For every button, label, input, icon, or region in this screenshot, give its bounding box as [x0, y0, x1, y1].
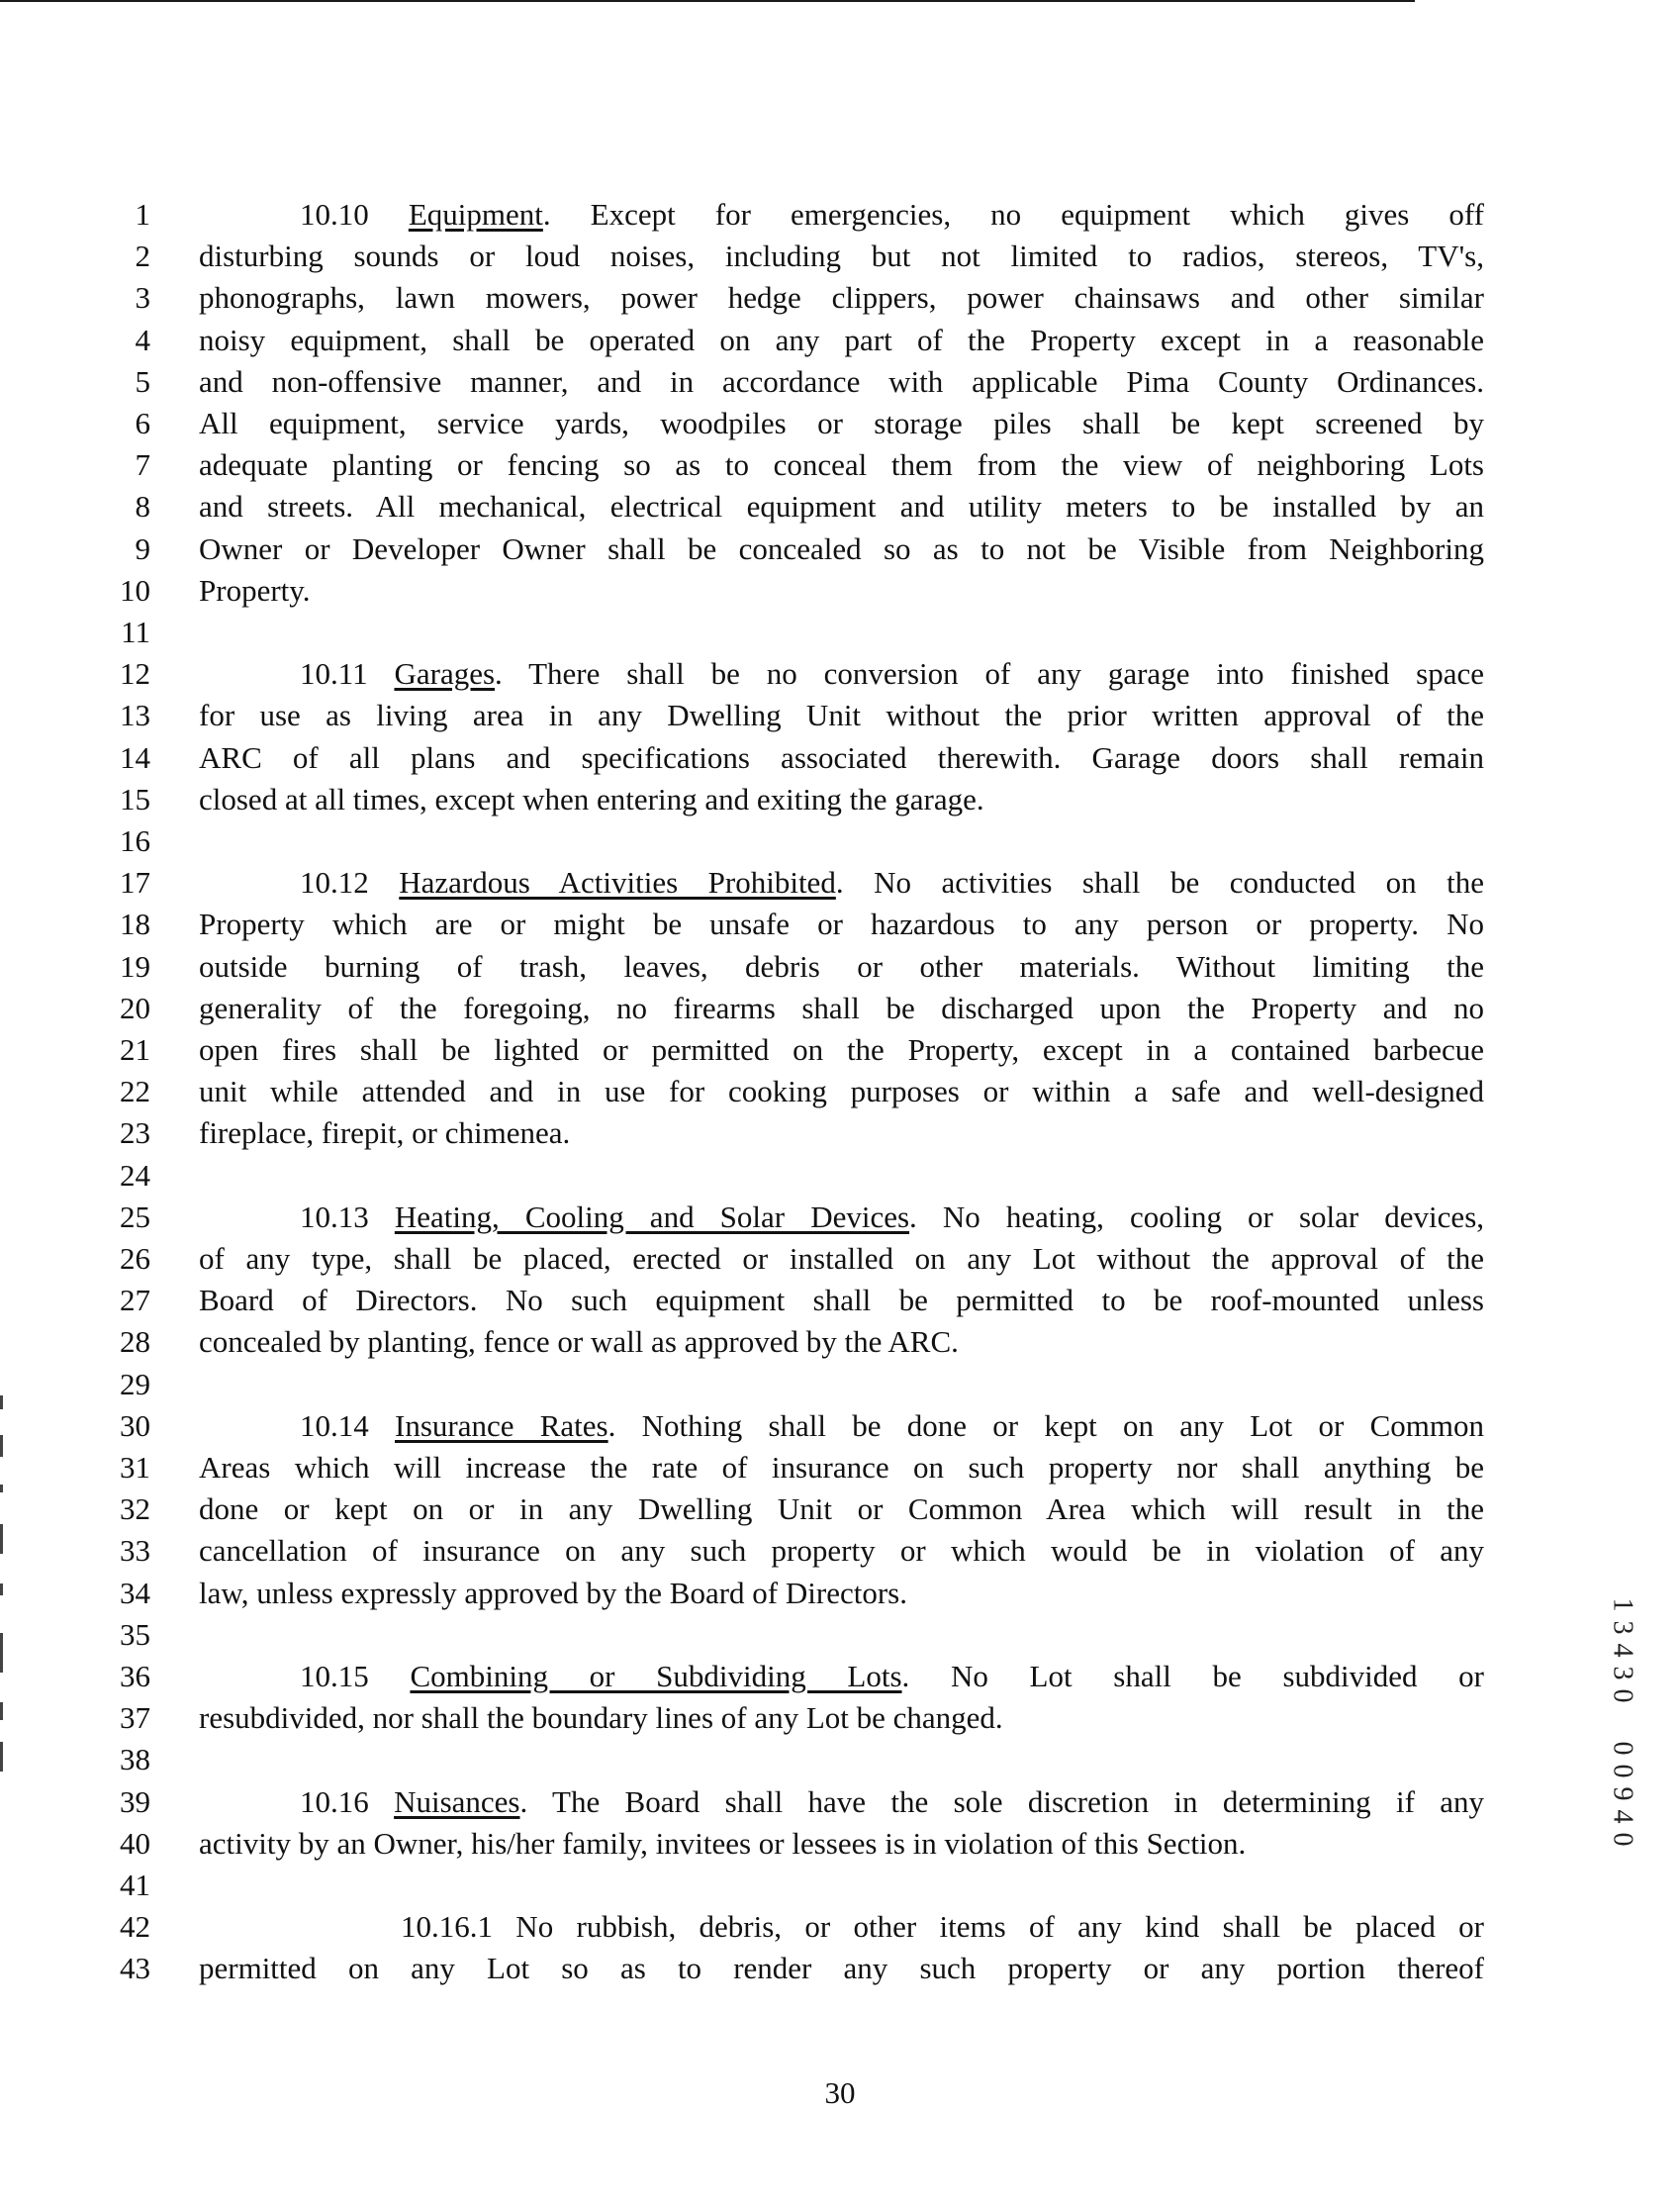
text-run: adequate planting or fencing so as to conceal them from the view of neighboring Lots — [199, 447, 1484, 483]
text-run: 10.16.1 No rubbish, debris, or other items of any kind shall be placed or — [401, 1909, 1484, 1945]
document-line — [0, 779, 1680, 820]
text-run: of any type, shall be placed, erected or installed on any Lot without the approval of the — [199, 1241, 1484, 1276]
line-text — [199, 277, 1484, 319]
text-run: concealed by planting, fence or wall as approved by the ARC. — [199, 1324, 959, 1360]
document-line — [0, 1573, 1680, 1614]
line-text — [199, 862, 1484, 904]
line-text — [199, 1071, 1484, 1112]
document-line — [0, 194, 1680, 236]
section-heading: Equipment — [408, 197, 543, 232]
stamp-number-2 — [1607, 1737, 1638, 1851]
section-heading: Insurance Rates — [395, 1407, 608, 1443]
text-run: for use as living area in any Dwelling Unit without the prior written approval of the — [199, 698, 1484, 733]
text-run: ARC of all plans and specifications associated therewith. Garage doors shall remain — [199, 739, 1484, 775]
line-number: 37 — [120, 1700, 150, 1736]
line-text — [199, 1029, 1484, 1071]
text-run: All equipment, service yards, woodpiles or storage piles shall be kept screened by — [199, 406, 1484, 440]
line-number: 41 — [120, 1868, 150, 1902]
line-number: 5 — [135, 363, 150, 399]
text-run: done or kept on or in any Dwelling Unit or Common Area which will result in the — [199, 1491, 1484, 1527]
line-number: 30 — [120, 1407, 150, 1443]
line-text — [199, 1906, 1484, 1948]
line-number: 20 — [120, 990, 150, 1025]
line-number: 14 — [120, 739, 150, 775]
line-text — [199, 570, 1484, 612]
stamp-digit: 0 — [1607, 1764, 1638, 1778]
line-number: 3 — [135, 280, 150, 316]
document-line — [0, 1447, 1680, 1488]
line-number: 1 — [135, 197, 150, 232]
line-number: 9 — [135, 530, 150, 566]
line-number: 32 — [120, 1491, 150, 1527]
line-text — [199, 1238, 1484, 1280]
stamp-digit: 1 — [1607, 1597, 1638, 1612]
text-run: Board of Directors. No such equipment shall be permitted to be roof-mounted unless — [199, 1283, 1484, 1318]
line-text — [199, 1781, 1484, 1823]
stamp-digit: 3 — [1607, 1666, 1638, 1680]
line-text — [199, 1447, 1484, 1488]
text-run: Property which are or might be unsafe or hazardous to any person or property. No — [199, 907, 1484, 942]
text-run: 10.16 — [300, 1783, 395, 1819]
line-number: 42 — [120, 1909, 150, 1945]
document-line — [0, 862, 1680, 904]
line-number: 7 — [135, 447, 150, 483]
document-line — [0, 403, 1680, 444]
text-run: . Except for emergencies, no equipment which gives off — [542, 197, 1485, 232]
document-line — [0, 444, 1680, 486]
line-number: 36 — [120, 1659, 150, 1693]
line-text — [199, 737, 1484, 779]
document-line — [0, 1739, 1680, 1780]
text-run: and streets. All mechanical, electrical equipment and utility meters to be installed by an — [199, 489, 1484, 525]
document-line — [0, 570, 1680, 612]
line-number: 22 — [120, 1074, 150, 1109]
document-line — [0, 695, 1680, 736]
section-heading: Hazardous Activities Prohibited — [399, 865, 836, 901]
document-line — [0, 988, 1680, 1029]
text-run: unit while attended and in use for cooking purposes or within a safe and well-designed — [199, 1074, 1484, 1109]
line-number: 33 — [120, 1533, 150, 1569]
line-number: 4 — [135, 322, 150, 357]
document-line — [0, 1697, 1680, 1739]
text-run: . Nothing shall be done or kept on any Lot or Common — [607, 1407, 1484, 1443]
text-run: disturbing sounds or loud noises, including but not limited to radios, stereos, TV's, — [199, 239, 1484, 274]
line-number: 35 — [120, 1616, 150, 1652]
line-text — [199, 194, 1484, 236]
text-run: generality of the foregoing, no firearms shall be discharged upon the Property and no — [199, 990, 1484, 1025]
line-text — [199, 695, 1484, 736]
document-line — [0, 946, 1680, 988]
line-text — [199, 1823, 1484, 1865]
document-line — [0, 1029, 1680, 1071]
line-number: 29 — [120, 1366, 150, 1401]
text-run: activity by an Owner, his/her family, invitees or lessees is in violation of this Section. — [199, 1825, 1247, 1861]
document-line — [0, 320, 1680, 361]
document-line — [0, 1948, 1680, 1989]
text-run: cancellation of insurance on any such property or which would be in violation of any — [199, 1533, 1484, 1569]
text-run: . There shall be no conversion of any garage into finished space — [495, 656, 1484, 692]
side-stamp — [1603, 1593, 1642, 1851]
document-line — [0, 236, 1680, 277]
line-number: 38 — [120, 1742, 150, 1777]
line-text — [199, 1530, 1484, 1572]
document-line — [0, 737, 1680, 779]
line-text — [199, 444, 1484, 486]
line-text — [199, 1280, 1484, 1321]
line-number: 40 — [120, 1825, 150, 1861]
text-run: 10.11 — [300, 656, 395, 692]
text-run: law, unless expressly approved by the Board of Directors. — [199, 1575, 907, 1610]
line-number: 6 — [135, 406, 150, 440]
line-number: 26 — [120, 1241, 150, 1276]
stamp-digit: 0 — [1607, 1832, 1638, 1847]
line-text — [199, 1321, 1484, 1363]
stamp-digit: 3 — [1607, 1620, 1638, 1635]
line-number: 11 — [121, 615, 150, 649]
text-run: 10.12 — [300, 865, 400, 901]
section-heading: Garages — [394, 656, 496, 692]
line-text — [199, 1948, 1484, 1989]
line-number: 25 — [120, 1199, 150, 1234]
line-text — [199, 1656, 1484, 1697]
line-text — [199, 1488, 1484, 1530]
line-text — [199, 361, 1484, 403]
text-run: 10.13 — [300, 1199, 395, 1234]
line-number: 18 — [120, 907, 150, 942]
document-line — [0, 1405, 1680, 1447]
line-number: 34 — [120, 1575, 150, 1610]
line-number: 28 — [120, 1324, 150, 1360]
text-run: Property. — [199, 572, 311, 608]
line-number: 39 — [120, 1783, 150, 1819]
text-run: noisy equipment, shall be operated on any part of the Property except in a reasonable — [199, 322, 1484, 357]
text-run: 10.15 — [300, 1659, 411, 1693]
text-run: . The Board shall have the sole discretion in determining if any — [519, 1783, 1485, 1819]
text-run: 10.10 — [300, 197, 409, 232]
document-line — [0, 1823, 1680, 1865]
document-line — [0, 1155, 1680, 1197]
document-line — [0, 904, 1680, 945]
document-line — [0, 1906, 1680, 1948]
section-heading: Nuisances — [394, 1783, 520, 1819]
line-number: 21 — [120, 1032, 150, 1067]
document-line — [0, 361, 1680, 403]
text-run: and non-offensive manner, and in accordance with applicable Pima County Ordinances. — [199, 363, 1484, 399]
line-text — [199, 988, 1484, 1029]
line-number: 10 — [120, 572, 150, 608]
line-text — [199, 779, 1484, 820]
line-number: 17 — [120, 865, 150, 901]
line-number: 2 — [135, 239, 150, 274]
document-line — [0, 1614, 1680, 1656]
document-line — [0, 1781, 1680, 1823]
line-text — [199, 486, 1484, 528]
line-text — [199, 1405, 1484, 1447]
section-heading: Heating, Cooling and Solar Devices — [394, 1199, 910, 1234]
document-line — [0, 612, 1680, 653]
line-text — [199, 1197, 1484, 1238]
text-run: outside burning of trash, leaves, debris or other materials. Without limiting the — [199, 948, 1484, 984]
line-number: 27 — [120, 1283, 150, 1318]
document-line — [0, 1321, 1680, 1363]
line-number: 43 — [120, 1951, 150, 1986]
scan-top-rule — [0, 0, 1415, 2]
line-text — [199, 1112, 1484, 1154]
line-number: 31 — [120, 1450, 150, 1485]
line-text — [199, 1573, 1484, 1614]
line-text — [199, 653, 1484, 695]
page-number: 30 — [824, 2075, 856, 2110]
document-line — [0, 653, 1680, 695]
text-run: permitted on any Lot so as to render any such property or any portion thereof — [199, 1951, 1484, 1986]
stamp-number-1 — [1607, 1593, 1638, 1707]
section-heading: Combining or Subdividing Lots — [410, 1659, 902, 1693]
document-line — [0, 1865, 1680, 1906]
text-run: . No Lot shall be subdivided or — [901, 1659, 1485, 1693]
document-line — [0, 1197, 1680, 1238]
text-run: phonographs, lawn mowers, power hedge clippers, power chainsaws and other similar — [199, 280, 1484, 316]
line-number: 15 — [120, 781, 150, 816]
document-line — [0, 277, 1680, 319]
document-line — [0, 528, 1680, 570]
stamp-digit: 0 — [1607, 1741, 1638, 1756]
line-number: 24 — [120, 1157, 150, 1193]
line-text — [199, 236, 1484, 277]
line-text — [199, 946, 1484, 988]
stamp-digit: 4 — [1607, 1643, 1638, 1658]
line-number: 13 — [120, 698, 150, 733]
document-line — [0, 1530, 1680, 1572]
line-number: 23 — [120, 1115, 150, 1151]
document-line — [0, 1656, 1680, 1697]
document-line — [0, 1364, 1680, 1405]
text-run: Areas which will increase the rate of insurance on such property nor shall anything be — [199, 1450, 1484, 1485]
line-number: 8 — [135, 489, 150, 525]
line-number: 16 — [120, 823, 150, 858]
stamp-digit: 9 — [1607, 1786, 1638, 1801]
text-run: resubdivided, nor shall the boundary lines of any Lot be changed. — [199, 1700, 1003, 1736]
line-text — [199, 904, 1484, 945]
document-line — [0, 486, 1680, 528]
line-number: 12 — [120, 656, 150, 692]
text-run: closed at all times, except when entering and exiting the garage. — [199, 781, 984, 816]
document-line — [0, 1238, 1680, 1280]
text-run: . No activities shall be conducted on the — [835, 865, 1484, 901]
stamp-digit: 0 — [1607, 1688, 1638, 1703]
text-run: Owner or Developer Owner shall be concealed so as to not be Visible from Neighboring — [199, 530, 1484, 566]
text-run: 10.14 — [300, 1407, 395, 1443]
text-run: . No heating, cooling or solar devices, — [909, 1199, 1485, 1234]
stamp-digit: 4 — [1607, 1809, 1638, 1824]
document-line — [0, 1112, 1680, 1154]
document-line — [0, 1280, 1680, 1321]
line-text — [199, 528, 1484, 570]
line-text — [199, 403, 1484, 444]
document-line — [0, 1071, 1680, 1112]
document-line — [0, 820, 1680, 862]
document-line — [0, 1488, 1680, 1530]
line-text — [199, 1697, 1484, 1739]
text-run: fireplace, firepit, or chimenea. — [199, 1115, 571, 1151]
text-run: open fires shall be lighted or permitted on the Property, except in a contained barbecue — [199, 1032, 1484, 1067]
line-text — [199, 320, 1484, 361]
line-number: 19 — [120, 948, 150, 984]
